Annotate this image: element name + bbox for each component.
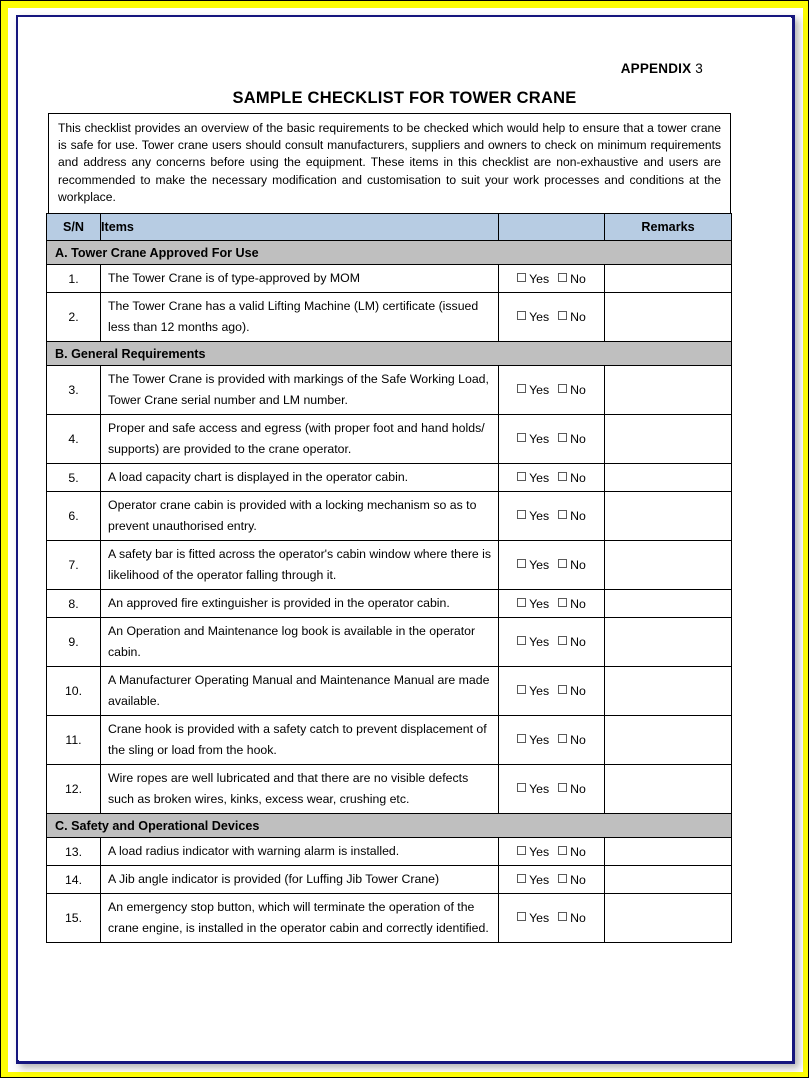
row-answer-cell xyxy=(499,838,605,866)
section-title: C. Safety and Operational Devices xyxy=(47,814,732,838)
table-row xyxy=(47,541,732,590)
row-answer-cell xyxy=(499,667,605,716)
checkbox-no-icon[interactable] xyxy=(558,384,567,393)
row-item-text: Wire ropes are well lubricated and that there are no visible defects such as broken wires, kinks, excess wear, crushing etc. xyxy=(101,765,499,814)
row-serial-number: 12. xyxy=(47,765,101,814)
checkbox-option-yes[interactable] xyxy=(517,597,549,611)
row-answer-cell xyxy=(499,894,605,943)
checkbox-yes-label: Yes xyxy=(529,635,550,649)
checkbox-option-no[interactable] xyxy=(558,873,586,887)
checkbox-yes-icon[interactable] xyxy=(517,472,526,481)
row-remarks-cell[interactable] xyxy=(605,265,732,293)
row-serial-number: 11. xyxy=(47,716,101,765)
checkbox-no-icon[interactable] xyxy=(558,734,567,743)
checkbox-yes-label: Yes xyxy=(529,271,550,286)
checkbox-no-label: No xyxy=(570,383,586,397)
checkbox-no-icon[interactable] xyxy=(558,311,567,320)
table-header-row xyxy=(47,214,732,241)
checkbox-no-icon[interactable] xyxy=(558,433,567,442)
checkbox-no-label: No xyxy=(570,684,586,698)
row-answer-cell xyxy=(499,464,605,492)
checkbox-option-yes[interactable] xyxy=(517,509,549,523)
checkbox-option-no[interactable] xyxy=(558,509,586,523)
checkbox-option-no[interactable] xyxy=(558,558,586,572)
row-item-text: An emergency stop button, which will terminate the operation of the crane engine, is installed in the operator cabin and correctly identified. xyxy=(101,894,499,943)
row-serial-number: 4. xyxy=(47,415,101,464)
checkbox-no-icon[interactable] xyxy=(558,472,567,481)
column-header-remarks: Remarks xyxy=(605,214,732,241)
row-remarks-cell[interactable] xyxy=(605,541,732,590)
checkbox-yes-label: Yes xyxy=(529,911,550,925)
checkbox-no-icon[interactable] xyxy=(558,912,567,921)
checkbox-yes-label: Yes xyxy=(529,310,550,324)
row-item-text: Proper and safe access and egress (with proper foot and hand holds/ supports) are provided to the crane operator. xyxy=(101,415,499,464)
checkbox-yes-label: Yes xyxy=(529,782,550,796)
checkbox-option-no[interactable] xyxy=(558,635,586,649)
row-answer-cell xyxy=(499,415,605,464)
checkbox-option-yes[interactable] xyxy=(517,782,549,796)
checkbox-yes-icon[interactable] xyxy=(517,510,526,519)
row-remarks-cell[interactable] xyxy=(605,667,732,716)
row-remarks-cell[interactable] xyxy=(605,838,732,866)
table-row xyxy=(47,492,732,541)
section-title: B. General Requirements xyxy=(47,342,732,366)
table-row xyxy=(47,894,732,943)
row-remarks-cell[interactable] xyxy=(605,618,732,667)
checkbox-option-yes[interactable] xyxy=(517,432,549,446)
row-remarks-cell[interactable] xyxy=(605,765,732,814)
row-remarks-cell[interactable] xyxy=(605,716,732,765)
row-item-text: An Operation and Maintenance log book is available in the operator cabin. xyxy=(101,618,499,667)
row-serial-number: 1. xyxy=(47,265,101,293)
row-item-text: An approved fire extinguisher is provided in the operator cabin. xyxy=(101,590,499,618)
row-answer-cell xyxy=(499,265,605,293)
checkbox-no-label: No xyxy=(570,596,586,611)
checkbox-no-label: No xyxy=(570,470,586,485)
table-row xyxy=(47,415,732,464)
checkbox-no-icon[interactable] xyxy=(558,273,567,282)
checkbox-no-label: No xyxy=(570,872,586,887)
checkbox-yes-icon[interactable] xyxy=(517,685,526,694)
row-answer-cell xyxy=(499,866,605,894)
checkbox-no-label: No xyxy=(570,782,586,796)
checkbox-option-no[interactable] xyxy=(558,733,586,747)
checkbox-yes-icon[interactable] xyxy=(517,846,526,855)
row-item-text: The Tower Crane is of type-approved by MOM xyxy=(101,265,499,293)
checkbox-yes-icon[interactable] xyxy=(517,311,526,320)
table-row xyxy=(47,590,732,618)
checkbox-yes-icon[interactable] xyxy=(517,559,526,568)
checkbox-no-label: No xyxy=(570,271,586,286)
checkbox-option-no[interactable] xyxy=(558,471,586,485)
row-answer-cell xyxy=(499,590,605,618)
checkbox-no-icon[interactable] xyxy=(558,846,567,855)
checkbox-yes-icon[interactable] xyxy=(517,783,526,792)
row-answer-cell xyxy=(499,716,605,765)
table-row xyxy=(47,667,732,716)
checkbox-option-no[interactable] xyxy=(558,383,586,397)
row-item-text: A load capacity chart is displayed in the operator cabin. xyxy=(101,464,499,492)
row-serial-number: 8. xyxy=(47,590,101,618)
checkbox-yes-label: Yes xyxy=(529,733,550,747)
row-answer-cell xyxy=(499,765,605,814)
table-row xyxy=(47,265,732,293)
row-remarks-cell[interactable] xyxy=(605,866,732,894)
checkbox-option-yes[interactable] xyxy=(517,684,549,698)
row-item-text: The Tower Crane is provided with markings of the Safe Working Load, Tower Crane serial number and LM number. xyxy=(101,366,499,415)
row-answer-cell xyxy=(499,492,605,541)
table-row xyxy=(47,618,732,667)
checkbox-no-icon[interactable] xyxy=(558,559,567,568)
checkbox-no-icon[interactable] xyxy=(558,685,567,694)
column-header-items: Items xyxy=(101,214,499,241)
checkbox-no-label: No xyxy=(570,558,586,572)
checkbox-option-no[interactable] xyxy=(558,597,586,611)
checkbox-yes-icon[interactable] xyxy=(517,273,526,282)
table-row xyxy=(47,866,732,894)
checkbox-option-yes[interactable] xyxy=(517,733,549,747)
row-remarks-cell[interactable] xyxy=(605,293,732,342)
checkbox-option-no[interactable] xyxy=(558,911,586,925)
checkbox-yes-label: Yes xyxy=(529,596,550,611)
checkbox-yes-label: Yes xyxy=(529,558,550,572)
checkbox-yes-label: Yes xyxy=(529,684,550,698)
intro-text: This checklist provides an overview of the basic requirements to be checked which would help to ensure that a tower crane is safe for use. Tower crane users should consult manufacturers, suppliers and owners to check on minimum requirements and address any concerns before using the equipment. These items in this checklist are non-exhaustive and users are recommended to make the necessary modification and customisation to suit your work processes and conditions at the workplace. xyxy=(58,121,721,204)
checkbox-yes-label: Yes xyxy=(529,509,550,523)
checkbox-no-label: No xyxy=(570,635,586,649)
row-answer-cell xyxy=(499,366,605,415)
table-body xyxy=(47,241,732,943)
checklist-table xyxy=(46,213,732,943)
table-row xyxy=(47,366,732,415)
checkbox-option-yes[interactable] xyxy=(517,635,549,649)
checkbox-option-yes[interactable] xyxy=(517,272,549,286)
checkbox-yes-label: Yes xyxy=(529,844,550,859)
row-remarks-cell[interactable] xyxy=(605,464,732,492)
checkbox-option-yes[interactable] xyxy=(517,310,549,324)
appendix-label xyxy=(621,61,703,76)
checkbox-option-no[interactable] xyxy=(558,272,586,286)
table-row xyxy=(47,765,732,814)
checkbox-option-yes[interactable] xyxy=(517,383,549,397)
row-remarks-cell[interactable] xyxy=(605,894,732,943)
checkbox-option-yes[interactable] xyxy=(517,911,549,925)
checkbox-no-label: No xyxy=(570,733,586,747)
row-item-text: Operator crane cabin is provided with a locking mechanism so as to prevent unauthorised entry. xyxy=(101,492,499,541)
row-answer-cell xyxy=(499,618,605,667)
checkbox-no-icon[interactable] xyxy=(558,510,567,519)
page-title: SAMPLE CHECKLIST FOR TOWER CRANE xyxy=(232,89,577,107)
row-item-text: A Jib angle indicator is provided (for Luffing Jib Tower Crane) xyxy=(101,866,499,894)
row-item-text: A safety bar is fitted across the operator's cabin window where there is likelihood of the operator falling through it. xyxy=(101,541,499,590)
row-item-text: A load radius indicator with warning alarm is installed. xyxy=(101,838,499,866)
row-item-text: A Manufacturer Operating Manual and Maintenance Manual are made available. xyxy=(101,667,499,716)
row-serial-number: 10. xyxy=(47,667,101,716)
checkbox-yes-icon[interactable] xyxy=(517,912,526,921)
appendix-word: APPENDIX xyxy=(620,61,692,76)
table-header xyxy=(47,214,732,241)
row-remarks-cell[interactable] xyxy=(605,492,732,541)
checkbox-option-yes[interactable] xyxy=(517,873,549,887)
checkbox-yes-icon[interactable] xyxy=(517,598,526,607)
checkbox-option-no[interactable] xyxy=(558,310,586,324)
checkbox-no-icon[interactable] xyxy=(558,636,567,645)
checkbox-yes-label: Yes xyxy=(529,383,550,397)
checkbox-yes-icon[interactable] xyxy=(517,433,526,442)
checkbox-option-no[interactable] xyxy=(558,782,586,796)
checkbox-yes-label: Yes xyxy=(529,470,550,485)
row-item-text: Crane hook is provided with a safety catch to prevent displacement of the sling or load from the hook. xyxy=(101,716,499,765)
checkbox-option-no[interactable] xyxy=(558,845,586,859)
table-row xyxy=(47,716,732,765)
row-answer-cell xyxy=(499,293,605,342)
column-header-sn: S/N xyxy=(47,214,101,241)
checkbox-no-icon[interactable] xyxy=(558,598,567,607)
row-remarks-cell[interactable] xyxy=(605,590,732,618)
checkbox-yes-icon[interactable] xyxy=(517,874,526,883)
checkbox-yes-label: Yes xyxy=(529,432,550,446)
section-header-row xyxy=(47,342,732,366)
document-page xyxy=(18,17,791,1060)
section-title: A. Tower Crane Approved For Use xyxy=(47,241,732,265)
checkbox-no-label: No xyxy=(570,310,586,324)
checkbox-yes-icon[interactable] xyxy=(517,636,526,645)
row-remarks-cell[interactable] xyxy=(605,366,732,415)
appendix-number: 3 xyxy=(695,61,703,76)
column-header-answer xyxy=(499,214,605,241)
row-serial-number: 3. xyxy=(47,366,101,415)
checkbox-option-no[interactable] xyxy=(558,432,586,446)
checkbox-no-label: No xyxy=(570,911,586,925)
row-answer-cell xyxy=(499,541,605,590)
row-serial-number: 5. xyxy=(47,464,101,492)
checkbox-option-no[interactable] xyxy=(558,684,586,698)
row-serial-number: 6. xyxy=(47,492,101,541)
row-serial-number: 9. xyxy=(47,618,101,667)
checkbox-no-icon[interactable] xyxy=(558,783,567,792)
checkbox-no-label: No xyxy=(570,432,586,446)
section-header-row xyxy=(47,241,732,265)
checkbox-option-yes[interactable] xyxy=(517,558,549,572)
row-serial-number: 13. xyxy=(47,838,101,866)
table-row xyxy=(47,464,732,492)
intro-box xyxy=(48,113,731,215)
row-remarks-cell[interactable] xyxy=(605,415,732,464)
row-serial-number: 7. xyxy=(47,541,101,590)
checkbox-no-label: No xyxy=(570,509,586,523)
row-serial-number: 15. xyxy=(47,894,101,943)
checkbox-yes-icon[interactable] xyxy=(517,734,526,743)
row-item-text: The Tower Crane has a valid Lifting Machine (LM) certificate (issued less than 12 months ago). xyxy=(101,293,499,342)
table-row xyxy=(47,293,732,342)
section-header-row xyxy=(47,814,732,838)
row-serial-number: 2. xyxy=(47,293,101,342)
checkbox-no-label: No xyxy=(570,844,586,859)
table-row xyxy=(47,838,732,866)
checkbox-yes-label: Yes xyxy=(529,872,550,887)
checkbox-no-icon[interactable] xyxy=(558,874,567,883)
checkbox-option-yes[interactable] xyxy=(517,845,549,859)
checkbox-yes-icon[interactable] xyxy=(517,384,526,393)
checkbox-option-yes[interactable] xyxy=(517,471,549,485)
row-serial-number: 14. xyxy=(47,866,101,894)
